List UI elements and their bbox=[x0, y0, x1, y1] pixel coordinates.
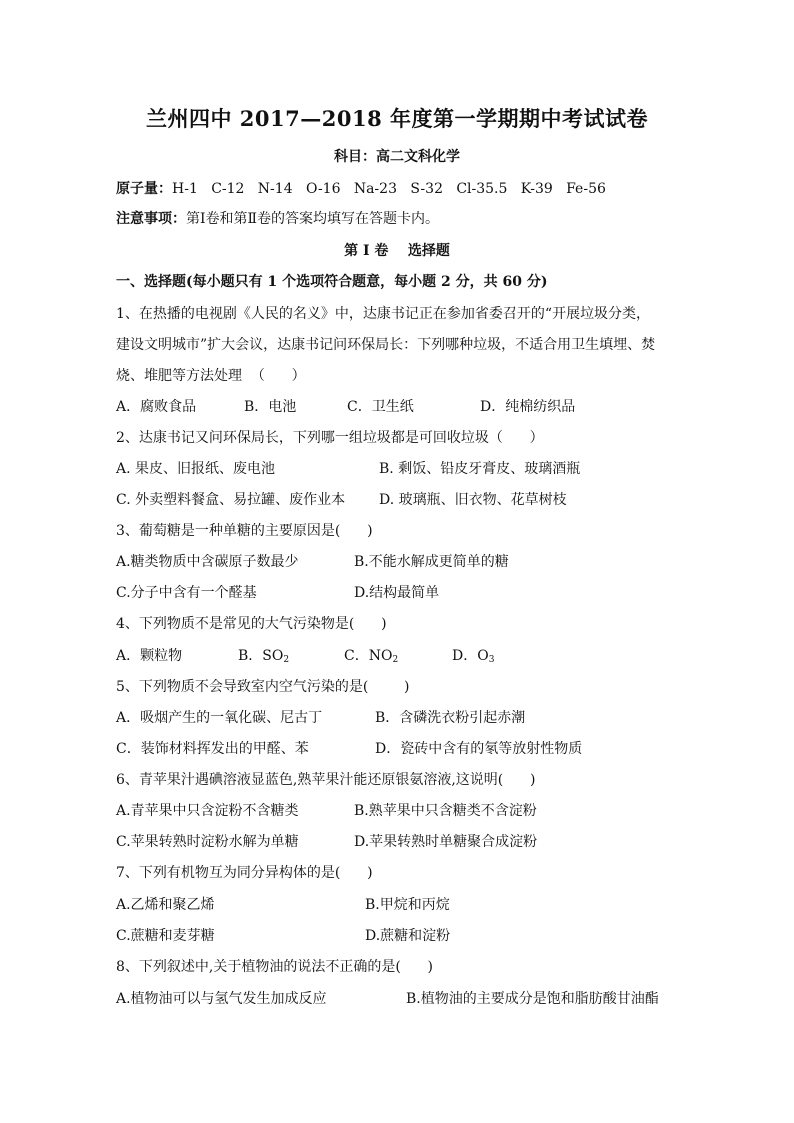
question-5-option-d[interactable]: D．瓷砖中含有的氡等放射性物质 bbox=[375, 741, 583, 757]
question-4-option-b-text: B．SO bbox=[238, 648, 284, 664]
question-2-option-b[interactable]: B. 剩饭、铅皮牙膏皮、玻璃酒瓶 bbox=[379, 461, 581, 477]
question-5-option-a[interactable]: A．吸烟产生的一氧化碳、尼古丁 bbox=[116, 710, 323, 726]
question-1-option-a[interactable]: A．腐败食品 bbox=[116, 399, 197, 415]
question-4-option-b[interactable] bbox=[238, 645, 289, 665]
question-4-option-d-text: D．O bbox=[452, 648, 489, 664]
part1-instruction: 一、选择题(每小题只有 1 个选项符合题意，每小题 2 分，共 60 分) bbox=[116, 274, 548, 290]
question-4-option-a[interactable]: A．颗粒物 bbox=[116, 648, 183, 664]
exam-title: 兰州四中 2017—2018 年度第一学期期中考试试卷 bbox=[145, 106, 648, 131]
question-1-option-b[interactable]: B．电池 bbox=[244, 399, 297, 415]
question-2-option-a[interactable]: A. 果皮、旧报纸、废电池 bbox=[116, 461, 276, 477]
question-4-option-d[interactable] bbox=[452, 645, 494, 665]
question-4-option-c[interactable] bbox=[344, 645, 398, 665]
question-7-option-d[interactable]: D.蔗糖和淀粉 bbox=[365, 928, 451, 944]
question-2-stem: 2、达康书记又问环保局长，下列哪一组垃圾都是可回收垃圾（ ） bbox=[116, 430, 544, 446]
question-1-line-2: 建设文明城市”扩大会议，达康书记问环保局长：下列哪种垃圾，不适合用卫生填埋、焚 bbox=[116, 337, 656, 353]
question-4-option-c-text: C．NO bbox=[344, 648, 393, 664]
notice-label: 注意事项： bbox=[116, 211, 186, 227]
subject-line: 科目：高二文科化学 bbox=[334, 149, 460, 165]
atomic-mass-label: 原子量： bbox=[116, 181, 172, 197]
question-3-stem: 3、葡萄糖是一种单糖的主要原因是( ) bbox=[116, 523, 373, 539]
question-8-stem: 8、下列叙述中,关于植物油的说法不正确的是( ) bbox=[116, 959, 433, 975]
question-6-stem: 6、青苹果汁遇碘溶液显蓝色,熟苹果汁能还原银氨溶液,这说明( ) bbox=[116, 772, 536, 788]
question-1-option-d[interactable]: D．纯棉纺织品 bbox=[480, 399, 576, 415]
question-3-option-b[interactable]: B.不能水解成更简单的糖 bbox=[354, 554, 509, 570]
question-1-option-c[interactable]: C．卫生纸 bbox=[347, 399, 414, 415]
atomic-mass-values: H-1 C-12 N-14 O-16 Na-23 S-32 Cl-35.5 K-39 Fe-56 bbox=[172, 181, 606, 197]
notice-text: 第Ⅰ卷和第Ⅱ卷的答案均填写在答题卡内。 bbox=[186, 211, 440, 227]
question-7-option-c[interactable]: C.蔗糖和麦芽糖 bbox=[116, 928, 215, 944]
question-6-option-c[interactable]: C.苹果转熟时淀粉水解为单糖 bbox=[116, 834, 299, 850]
question-7-option-a[interactable]: A.乙烯和聚乙烯 bbox=[116, 897, 215, 913]
question-4-stem: 4、下列物质不是常见的大气污染物是( ) bbox=[116, 616, 387, 632]
question-8-option-a[interactable]: A.植物油可以与氢气发生加成反应 bbox=[116, 991, 327, 1007]
question-7-stem: 7、下列有机物互为同分异构体的是( ) bbox=[116, 865, 373, 881]
question-6-option-b[interactable]: B.熟苹果中只含糖类不含淀粉 bbox=[354, 803, 537, 819]
question-7-option-b[interactable]: B.甲烷和丙烷 bbox=[365, 897, 450, 913]
question-3-option-d[interactable]: D.结构最简单 bbox=[354, 585, 440, 601]
question-3-option-c[interactable]: C.分子中含有一个醛基 bbox=[116, 585, 257, 601]
question-5-stem: 5、下列物质不会导致室内空气污染的是( ) bbox=[116, 679, 410, 695]
notice-line bbox=[116, 208, 439, 228]
question-4-option-d-subscript: 3 bbox=[488, 655, 495, 665]
question-2-option-d[interactable]: D. 玻璃瓶、旧衣物、花草树枝 bbox=[379, 492, 567, 508]
question-1-line-3: 烧、堆肥等方法处理 （ ） bbox=[116, 368, 306, 384]
question-4-option-b-subscript: 2 bbox=[283, 655, 290, 665]
question-2-option-c[interactable]: C. 外卖塑料餐盒、易拉罐、废作业本 bbox=[116, 492, 346, 508]
atomic-mass-line bbox=[116, 178, 606, 198]
part1-title: 第 I 卷 选择题 bbox=[344, 243, 450, 259]
question-3-option-a[interactable]: A.糖类物质中含碳原子数最少 bbox=[116, 554, 299, 570]
question-6-option-d[interactable]: D.苹果转熟时单糖聚合成淀粉 bbox=[354, 834, 538, 850]
question-8-option-b[interactable]: B.植物油的主要成分是饱和脂肪酸甘油酯 bbox=[406, 991, 659, 1007]
question-6-option-a[interactable]: A.青苹果中只含淀粉不含糖类 bbox=[116, 803, 299, 819]
question-5-option-c[interactable]: C．装饰材料挥发出的甲醛、苯 bbox=[116, 741, 309, 757]
question-4-option-c-subscript: 2 bbox=[392, 655, 399, 665]
question-5-option-b[interactable]: B．含磷洗衣粉引起赤潮 bbox=[375, 710, 526, 726]
question-1-line-1: 1、在热播的电视剧《人民的名义》中，达康书记正在参加省委召开的“开展垃圾分类， bbox=[116, 306, 651, 322]
